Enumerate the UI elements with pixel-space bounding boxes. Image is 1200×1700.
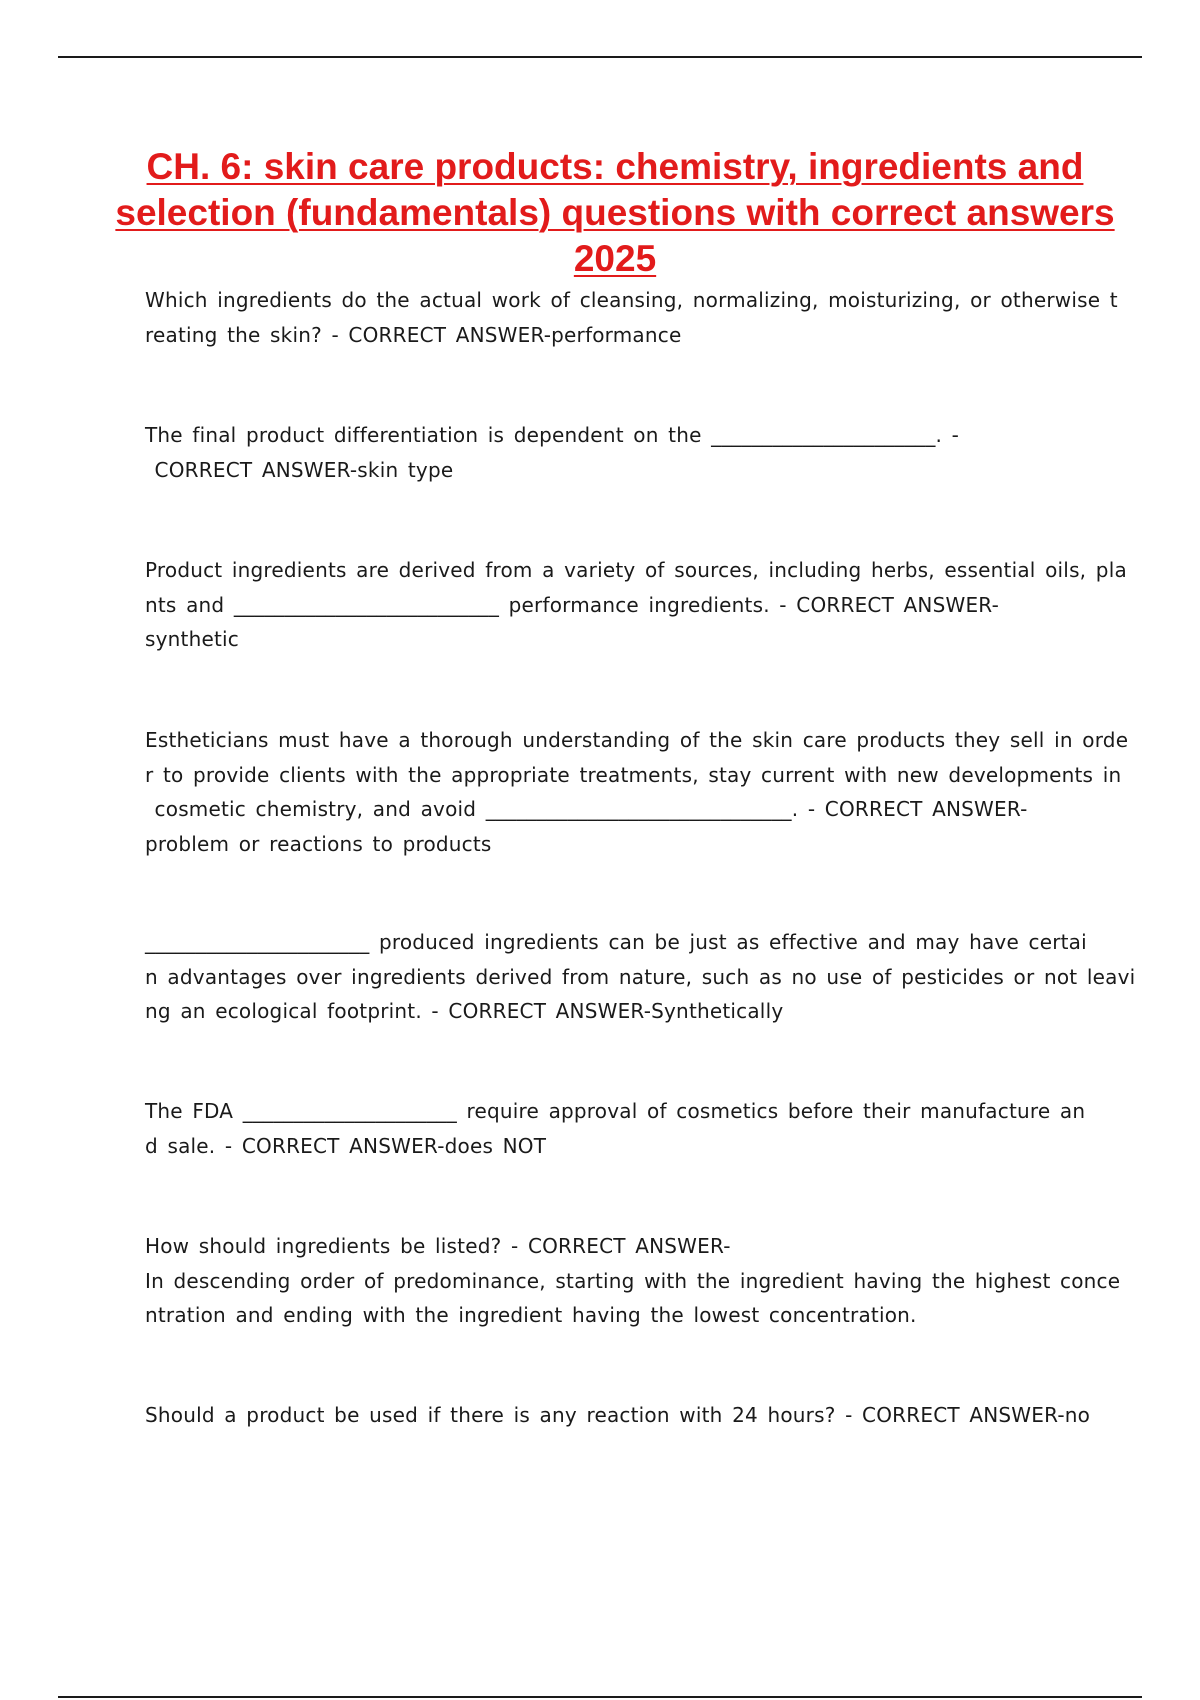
qa-line: cosmetic chemistry, and avoid ______________________________. - CORRECT ANSWER-	[145, 797, 1028, 821]
qa-item-1	[145, 283, 1118, 352]
qa-line: d sale. - CORRECT ANSWER-does NOT	[145, 1133, 547, 1158]
qa-item-5	[145, 925, 1136, 1029]
qa-line: How should ingredients be listed? - CORRECT ANSWER-	[145, 1234, 731, 1258]
qa-line: r to provide clients with the appropriate treatments, stay current with new developments in	[145, 762, 1122, 787]
qa-line: ntration and ending with the ingredient having the lowest concentration.	[145, 1303, 917, 1327]
qa-line: CORRECT ANSWER-skin type	[145, 457, 454, 482]
qa-line: synthetic	[145, 627, 239, 651]
qa-line: Estheticians must have a thorough understanding of the skin care products they sell in orde	[145, 728, 1129, 752]
document-title: CH. 6: skin care products: chemistry, ingredients and selection (fundamentals) questions with correct answers 2025	[115, 146, 1115, 279]
qa-item-3	[145, 553, 1127, 657]
qa-line: reating the skin? - CORRECT ANSWER-performance	[145, 322, 682, 347]
qa-line: Should a product be used if there is any reaction with 24 hours? - CORRECT ANSWER-no	[145, 1403, 1091, 1427]
qa-item-2	[145, 418, 1085, 487]
qa-line: problem or reactions to products	[145, 831, 492, 856]
qa-line: ng an ecological footprint. - CORRECT ANSWER-Synthetically	[145, 999, 784, 1023]
qa-item-8	[145, 1398, 1091, 1433]
qa-line: ______________________ produced ingredients can be just as effective and may have certai	[145, 930, 1087, 954]
qa-item-6	[145, 1094, 1085, 1163]
qa-line: The final product differentiation is dependent on the ______________________. -	[145, 423, 960, 447]
qa-line: Product ingredients are derived from a variety of sources, including herbs, essential oils, pla	[145, 558, 1127, 582]
footer-rule	[58, 1696, 1142, 1698]
qa-line: The FDA _____________________ require approval of cosmetics before their manufacture an	[145, 1099, 1086, 1123]
qa-line: Which ingredients do the actual work of cleansing, normalizing, moisturizing, or otherwise t	[145, 288, 1118, 312]
qa-line: n advantages over ingredients derived from nature, such as no use of pesticides or not leavi	[145, 964, 1136, 989]
qa-line: In descending order of predominance, starting with the ingredient having the highest conce	[145, 1268, 1121, 1293]
qa-line: nts and __________________________ performance ingredients. - CORRECT ANSWER-	[145, 592, 1000, 617]
qa-item-7	[145, 1229, 1121, 1333]
qa-item-4	[145, 723, 1129, 861]
header-rule	[58, 56, 1142, 58]
